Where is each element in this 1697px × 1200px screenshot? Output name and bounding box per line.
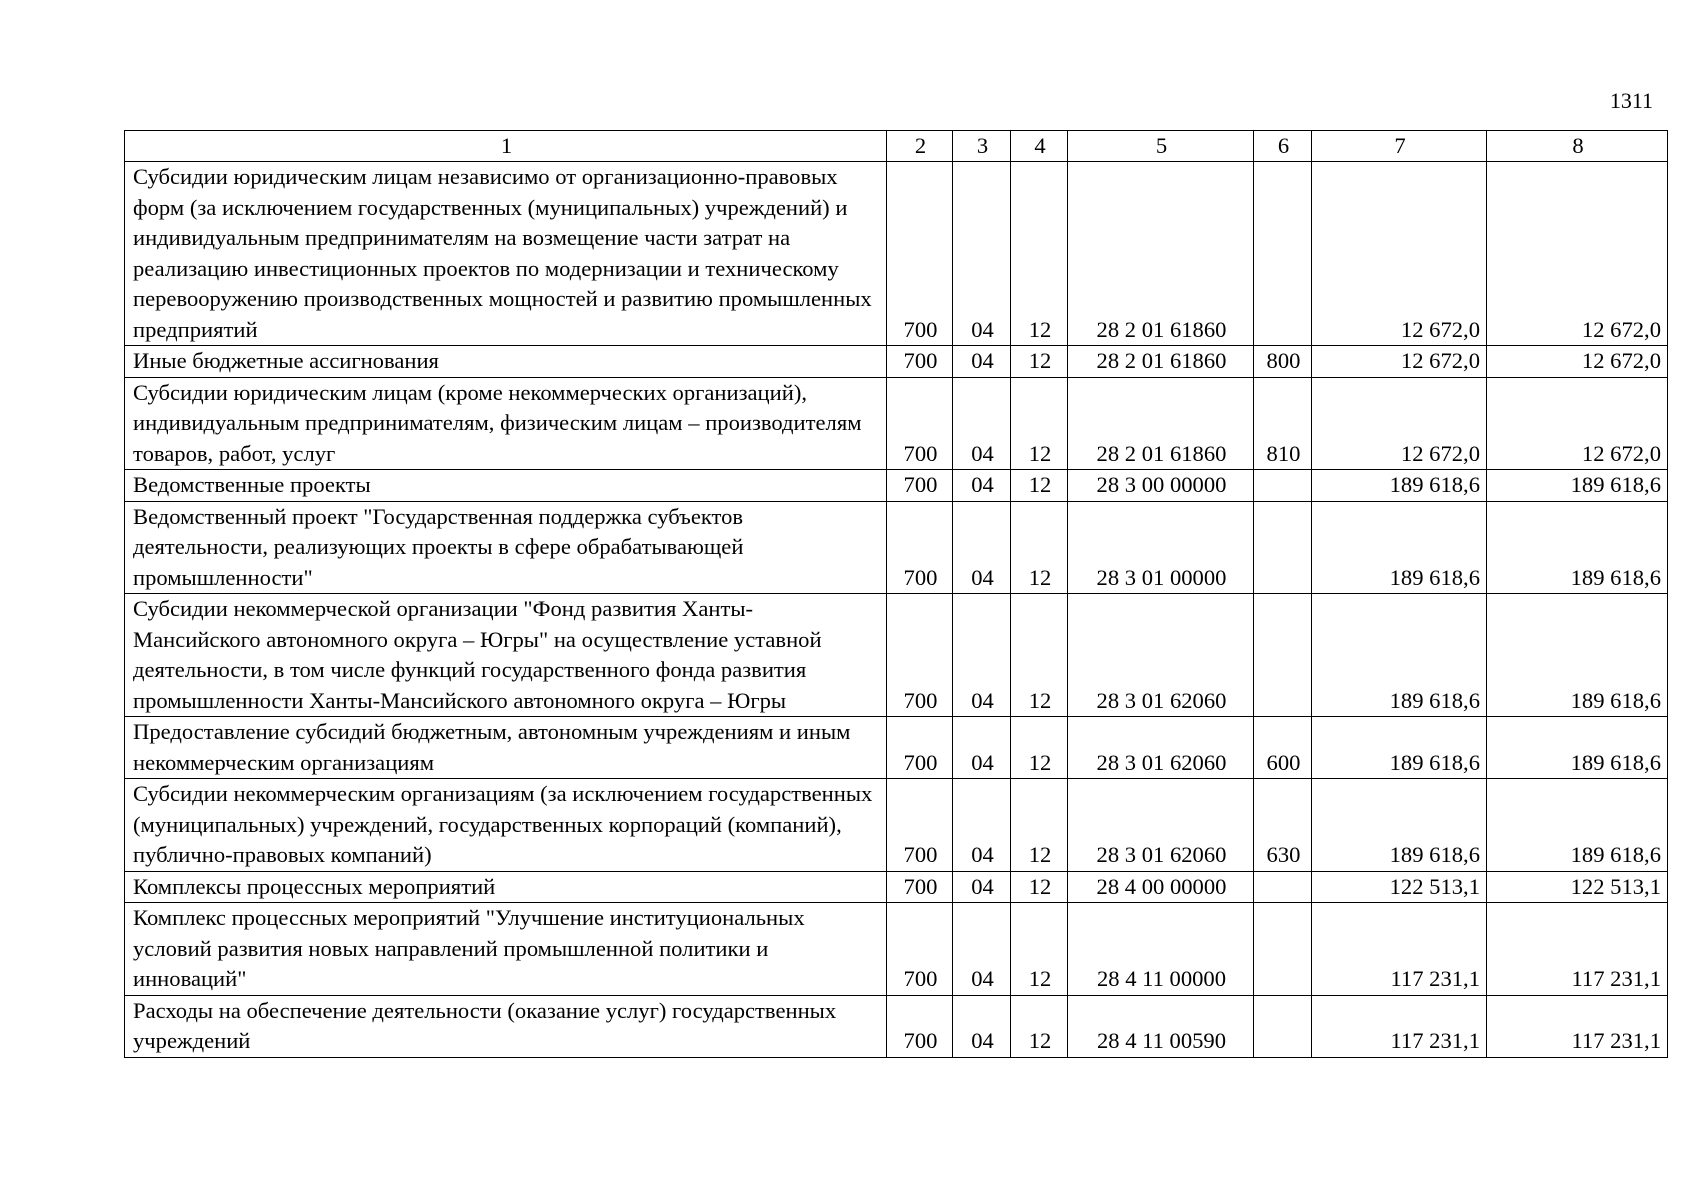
amount-col7: 122 513,1 <box>1312 871 1487 903</box>
amount-col7: 189 618,6 <box>1312 501 1487 594</box>
target-article-code: 28 2 01 61860 <box>1068 162 1254 346</box>
expense-type-code <box>1254 995 1312 1057</box>
target-article-code: 28 3 00 00000 <box>1068 470 1254 502</box>
amount-col7: 12 672,0 <box>1312 377 1487 470</box>
expense-name: Расходы на обеспечение деятельности (оказание услуг) государственных учреждений <box>125 995 887 1057</box>
table-row <box>125 779 1668 872</box>
subsection-code: 12 <box>1011 871 1068 903</box>
table-row <box>125 162 1668 346</box>
section-code: 04 <box>953 995 1011 1057</box>
target-article-code: 28 3 01 62060 <box>1068 594 1254 717</box>
target-article-code: 28 4 11 00000 <box>1068 903 1254 996</box>
amount-col7: 189 618,6 <box>1312 594 1487 717</box>
section-code: 04 <box>953 501 1011 594</box>
budget-table <box>124 130 1668 1058</box>
target-article-code: 28 4 11 00590 <box>1068 995 1254 1057</box>
amount-col8: 12 672,0 <box>1487 162 1668 346</box>
section-code: 04 <box>953 162 1011 346</box>
amount-col7: 12 672,0 <box>1312 346 1487 378</box>
subsection-code: 12 <box>1011 779 1068 872</box>
section-code: 04 <box>953 717 1011 779</box>
table-row <box>125 594 1668 717</box>
table-row <box>125 871 1668 903</box>
subsection-code: 12 <box>1011 995 1068 1057</box>
amount-col8: 189 618,6 <box>1487 470 1668 502</box>
column-header: 2 <box>887 131 953 162</box>
amount-col8: 12 672,0 <box>1487 346 1668 378</box>
expense-type-code <box>1254 903 1312 996</box>
amount-col7: 117 231,1 <box>1312 995 1487 1057</box>
target-article-code: 28 4 00 00000 <box>1068 871 1254 903</box>
amount-col8: 122 513,1 <box>1487 871 1668 903</box>
amount-col7: 117 231,1 <box>1312 903 1487 996</box>
expense-name: Иные бюджетные ассигнования <box>125 346 887 378</box>
section-code: 04 <box>953 470 1011 502</box>
section-code: 04 <box>953 377 1011 470</box>
expense-type-code <box>1254 162 1312 346</box>
amount-col7: 189 618,6 <box>1312 470 1487 502</box>
table-row <box>125 903 1668 996</box>
expense-type-code <box>1254 501 1312 594</box>
expense-type-code <box>1254 594 1312 717</box>
amount-col7: 189 618,6 <box>1312 717 1487 779</box>
target-article-code: 28 3 01 00000 <box>1068 501 1254 594</box>
column-header: 6 <box>1254 131 1312 162</box>
expense-type-code: 630 <box>1254 779 1312 872</box>
expense-type-code: 810 <box>1254 377 1312 470</box>
amount-col8: 117 231,1 <box>1487 995 1668 1057</box>
amount-col8: 117 231,1 <box>1487 903 1668 996</box>
subsection-code: 12 <box>1011 470 1068 502</box>
table-row <box>125 995 1668 1057</box>
expense-type-code: 600 <box>1254 717 1312 779</box>
expense-type-code: 800 <box>1254 346 1312 378</box>
expense-name: Комплексы процессных мероприятий <box>125 871 887 903</box>
expense-name: Предоставление субсидий бюджетным, автономным учреждениям и иным некоммерческим организациям <box>125 717 887 779</box>
target-article-code: 28 2 01 61860 <box>1068 346 1254 378</box>
subsection-code: 12 <box>1011 717 1068 779</box>
section-code: 04 <box>953 779 1011 872</box>
expense-name: Субсидии юридическим лицам независимо от организационно-правовых форм (за исключением государственных (муниципальных) учреждений) и индивидуальным предпринимателям на возмещение части затрат на реализацию инвестиционных проектов по модернизации и техническому перевооружению производственных мощностей и развитию промышленных предприятий <box>125 162 887 346</box>
amount-col7: 189 618,6 <box>1312 779 1487 872</box>
column-header: 3 <box>953 131 1011 162</box>
ministry-code: 700 <box>887 346 953 378</box>
expense-name: Субсидии некоммерческой организации "Фонд развития Ханты-Мансийского автономного округа – Югры" на осуществление уставной деятельности, в том числе функций государственного фонда развития промышленности Ханты-Мансийского автономного округа – Югры <box>125 594 887 717</box>
column-header: 7 <box>1312 131 1487 162</box>
subsection-code: 12 <box>1011 903 1068 996</box>
subsection-code: 12 <box>1011 377 1068 470</box>
subsection-code: 12 <box>1011 346 1068 378</box>
ministry-code: 700 <box>887 717 953 779</box>
expense-type-code <box>1254 871 1312 903</box>
amount-col8: 189 618,6 <box>1487 779 1668 872</box>
ministry-code: 700 <box>887 871 953 903</box>
table-row <box>125 346 1668 378</box>
table-row <box>125 717 1668 779</box>
expense-name: Ведомственные проекты <box>125 470 887 502</box>
column-header: 5 <box>1068 131 1254 162</box>
target-article-code: 28 2 01 61860 <box>1068 377 1254 470</box>
section-code: 04 <box>953 871 1011 903</box>
amount-col7: 12 672,0 <box>1312 162 1487 346</box>
column-header: 1 <box>125 131 887 162</box>
subsection-code: 12 <box>1011 162 1068 346</box>
ministry-code: 700 <box>887 470 953 502</box>
header-row <box>125 131 1668 162</box>
ministry-code: 700 <box>887 377 953 470</box>
section-code: 04 <box>953 594 1011 717</box>
amount-col8: 189 618,6 <box>1487 501 1668 594</box>
ministry-code: 700 <box>887 779 953 872</box>
expense-name: Субсидии юридическим лицам (кроме некоммерческих организаций), индивидуальным предпринимателям, физическим лицам – производителям товаров, работ, услуг <box>125 377 887 470</box>
subsection-code: 12 <box>1011 501 1068 594</box>
table-row <box>125 470 1668 502</box>
ministry-code: 700 <box>887 162 953 346</box>
ministry-code: 700 <box>887 501 953 594</box>
column-header: 4 <box>1011 131 1068 162</box>
section-code: 04 <box>953 346 1011 378</box>
expense-name: Субсидии некоммерческим организациям (за исключением государственных (муниципальных) учреждений, государственных корпораций (компаний), публично-правовых компаний) <box>125 779 887 872</box>
ministry-code: 700 <box>887 903 953 996</box>
expense-name: Комплекс процессных мероприятий "Улучшение институциональных условий развития новых направлений промышленной политики и инноваций" <box>125 903 887 996</box>
target-article-code: 28 3 01 62060 <box>1068 779 1254 872</box>
subsection-code: 12 <box>1011 594 1068 717</box>
table-row <box>125 501 1668 594</box>
column-header: 8 <box>1487 131 1668 162</box>
ministry-code: 700 <box>887 995 953 1057</box>
target-article-code: 28 3 01 62060 <box>1068 717 1254 779</box>
expense-name: Ведомственный проект "Государственная поддержка субъектов деятельности, реализующих проекты в сфере обрабатывающей промышленности" <box>125 501 887 594</box>
ministry-code: 700 <box>887 594 953 717</box>
amount-col8: 12 672,0 <box>1487 377 1668 470</box>
page-number: 1311 <box>1609 88 1653 113</box>
amount-col8: 189 618,6 <box>1487 594 1668 717</box>
amount-col8: 189 618,6 <box>1487 717 1668 779</box>
table-row <box>125 377 1668 470</box>
section-code: 04 <box>953 903 1011 996</box>
expense-type-code <box>1254 470 1312 502</box>
